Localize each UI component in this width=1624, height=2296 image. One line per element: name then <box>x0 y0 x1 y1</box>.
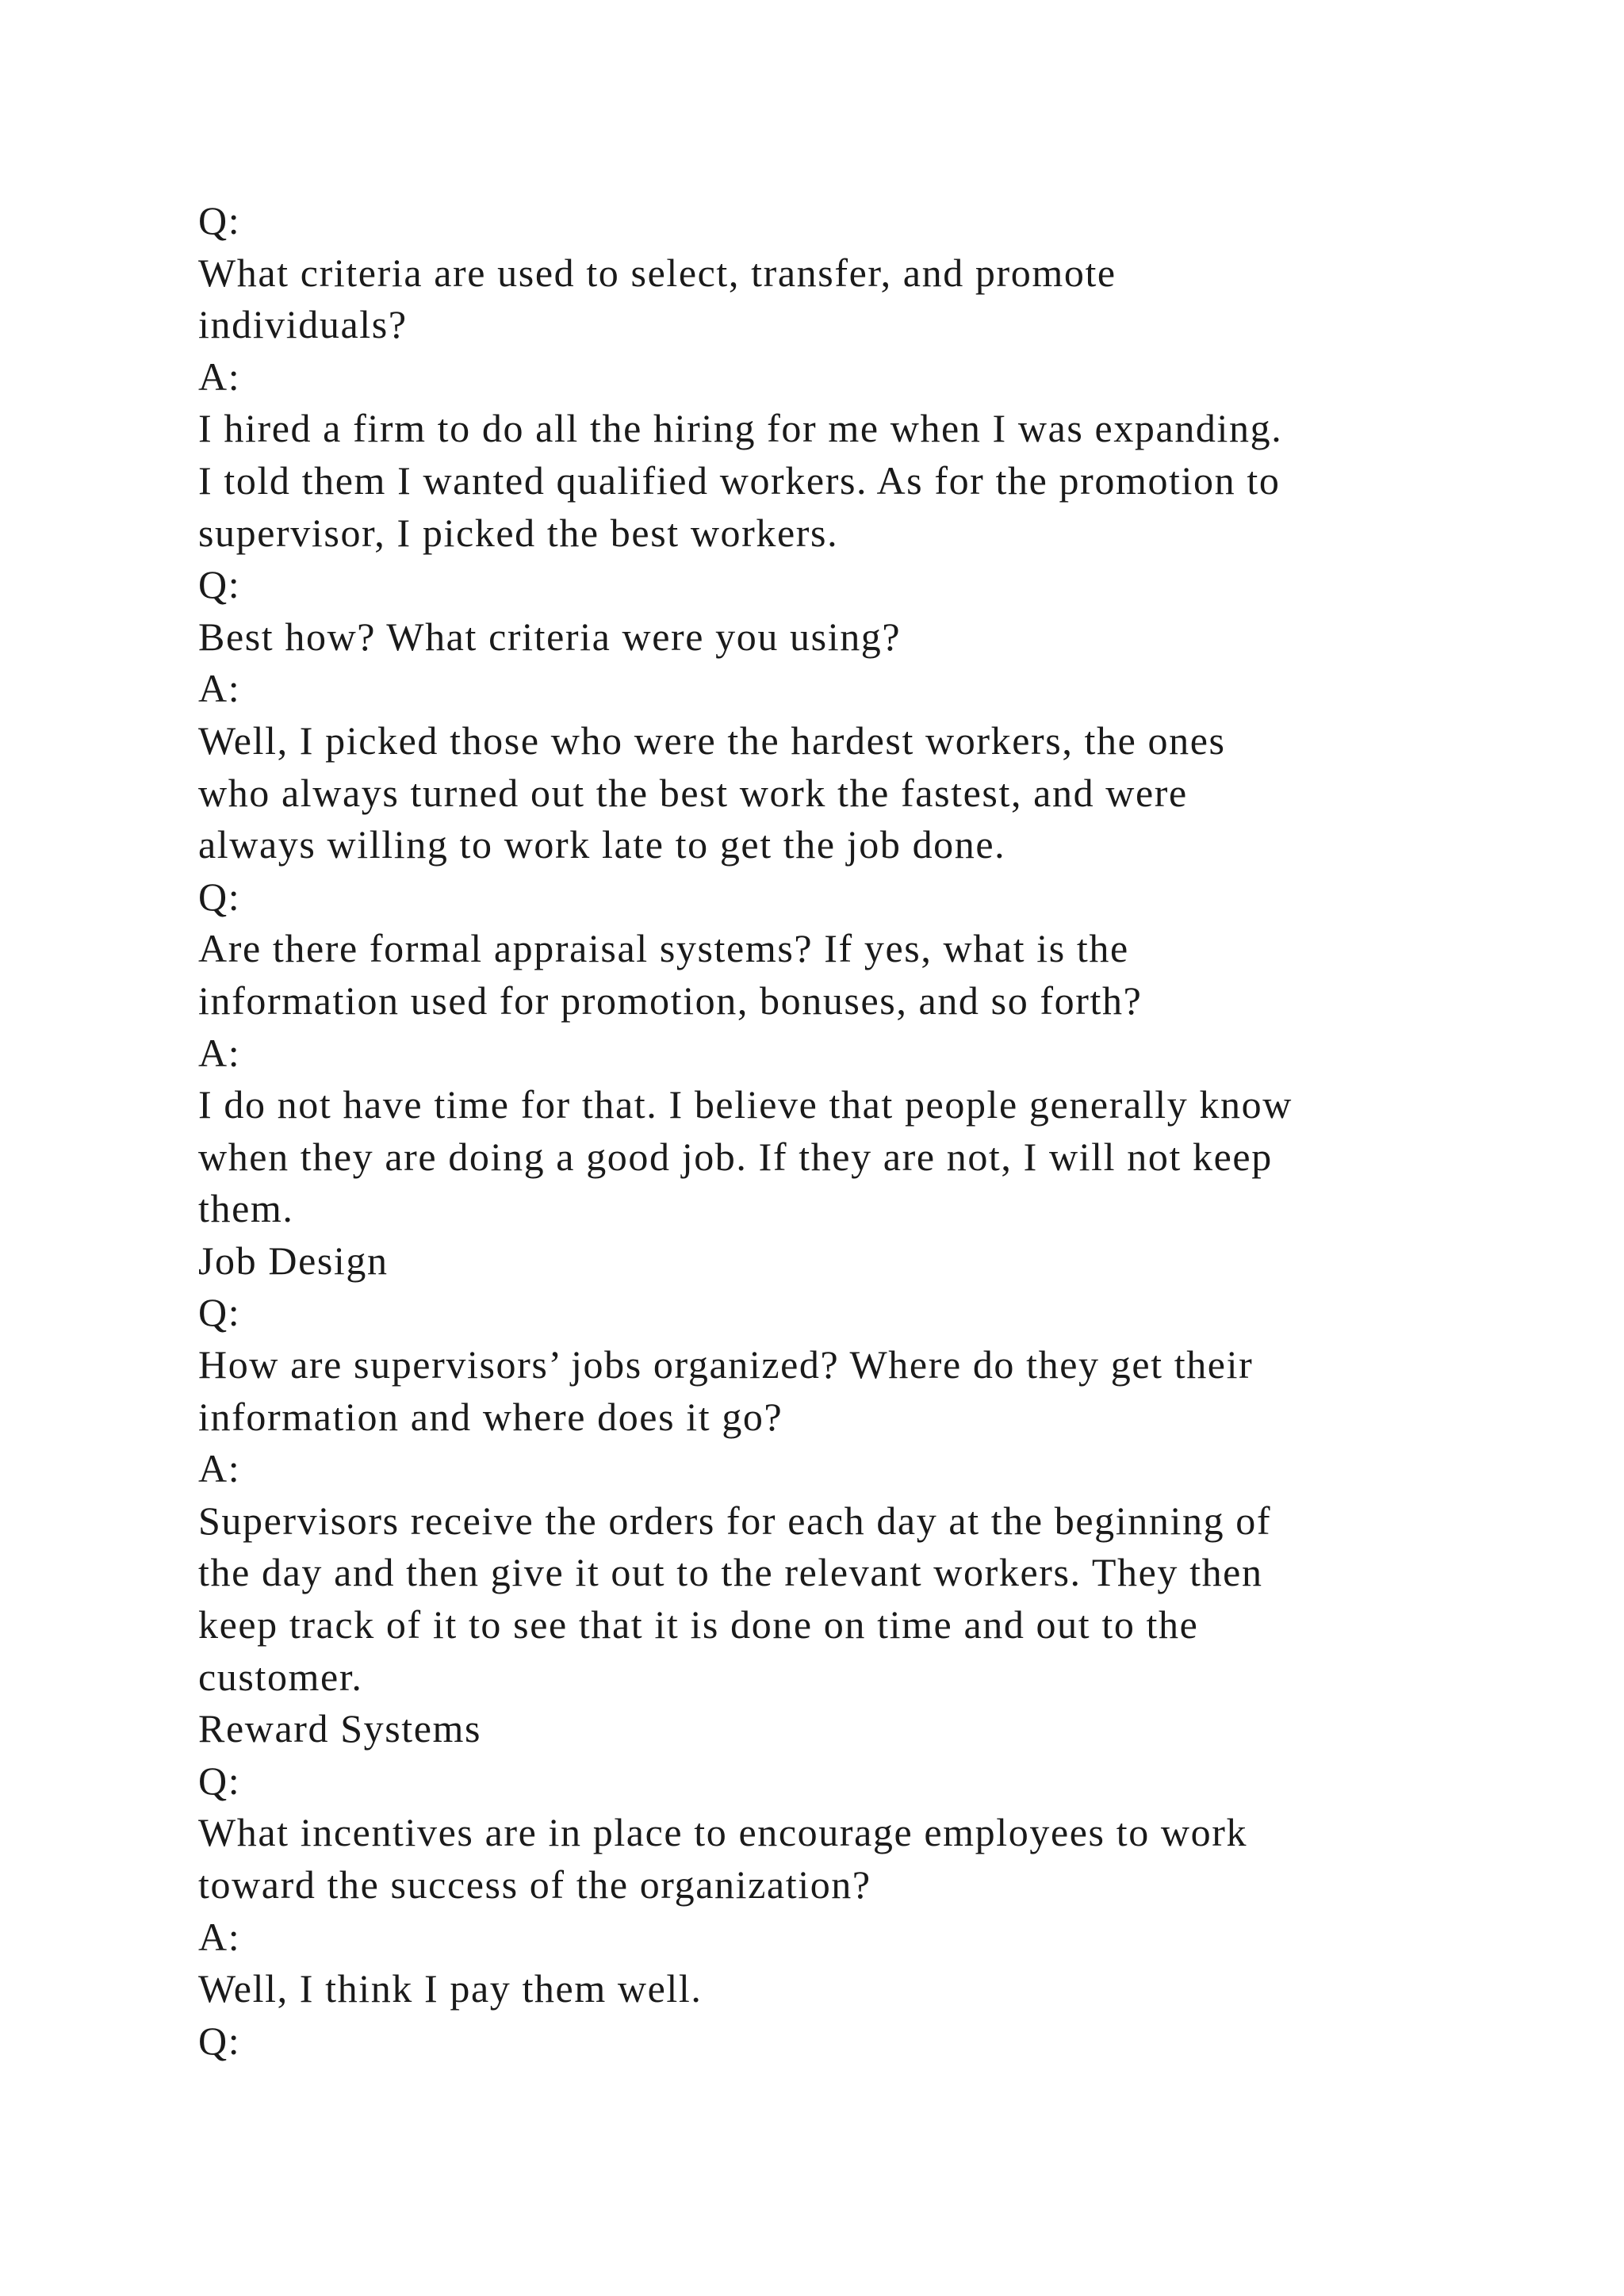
question-text: individuals? <box>198 302 408 347</box>
question-label: Q: <box>198 874 241 919</box>
answer-text: I told them I wanted qualified workers. As for the promotion to <box>198 457 1281 503</box>
answer-text: I hired a firm to do all the hiring for me when I was expanding. <box>198 406 1283 451</box>
answer-text: when they are doing a good job. If they are not, I will not keep <box>198 1134 1273 1179</box>
question-text: What criteria are used to select, transfer, and promote <box>198 250 1116 295</box>
question-label: Q: <box>198 198 241 243</box>
question-label: Q: <box>198 562 241 607</box>
document-body <box>198 195 1499 2067</box>
answer-text: supervisor, I picked the best workers. <box>198 510 839 555</box>
question-text: toward the success of the organization? <box>198 1862 871 1907</box>
question-label: Q: <box>198 2018 241 2063</box>
answer-text: I do not have time for that. I believe that people generally know <box>198 1082 1293 1127</box>
question-text: information used for promotion, bonuses, and so forth? <box>198 978 1143 1023</box>
answer-label: A: <box>198 1030 241 1075</box>
question-text: What incentives are in place to encourage employees to work <box>198 1810 1248 1855</box>
question-text: Are there formal appraisal systems? If yes, what is the <box>198 926 1129 971</box>
answer-text: customer. <box>198 1654 363 1699</box>
question-text: Best how? What criteria were you using? <box>198 614 902 659</box>
answer-text: the day and then give it out to the relevant workers. They then <box>198 1550 1263 1595</box>
section-heading: Job Design <box>198 1238 389 1283</box>
answer-label: A: <box>198 1446 241 1491</box>
answer-text: Well, I think I pay them well. <box>198 1966 703 2011</box>
answer-text: them. <box>198 1186 294 1231</box>
answer-text: always willing to work late to get the job done. <box>198 822 1006 867</box>
section-heading: Reward Systems <box>198 1706 482 1751</box>
question-text: How are supervisors’ jobs organized? Where do they get their <box>198 1342 1254 1387</box>
answer-label: A: <box>198 1914 241 1959</box>
question-label: Q: <box>198 1758 241 1803</box>
answer-text: keep track of it to see that it is done on time and out to the <box>198 1602 1199 1647</box>
answer-label: A: <box>198 354 241 399</box>
question-label: Q: <box>198 1290 241 1335</box>
answer-text: Well, I picked those who were the hardest workers, the ones <box>198 718 1226 763</box>
answer-label: A: <box>198 666 241 711</box>
answer-text: who always turned out the best work the fastest, and were <box>198 770 1188 815</box>
answer-text: Supervisors receive the orders for each day at the beginning of <box>198 1498 1272 1543</box>
question-text: information and where does it go? <box>198 1394 783 1439</box>
